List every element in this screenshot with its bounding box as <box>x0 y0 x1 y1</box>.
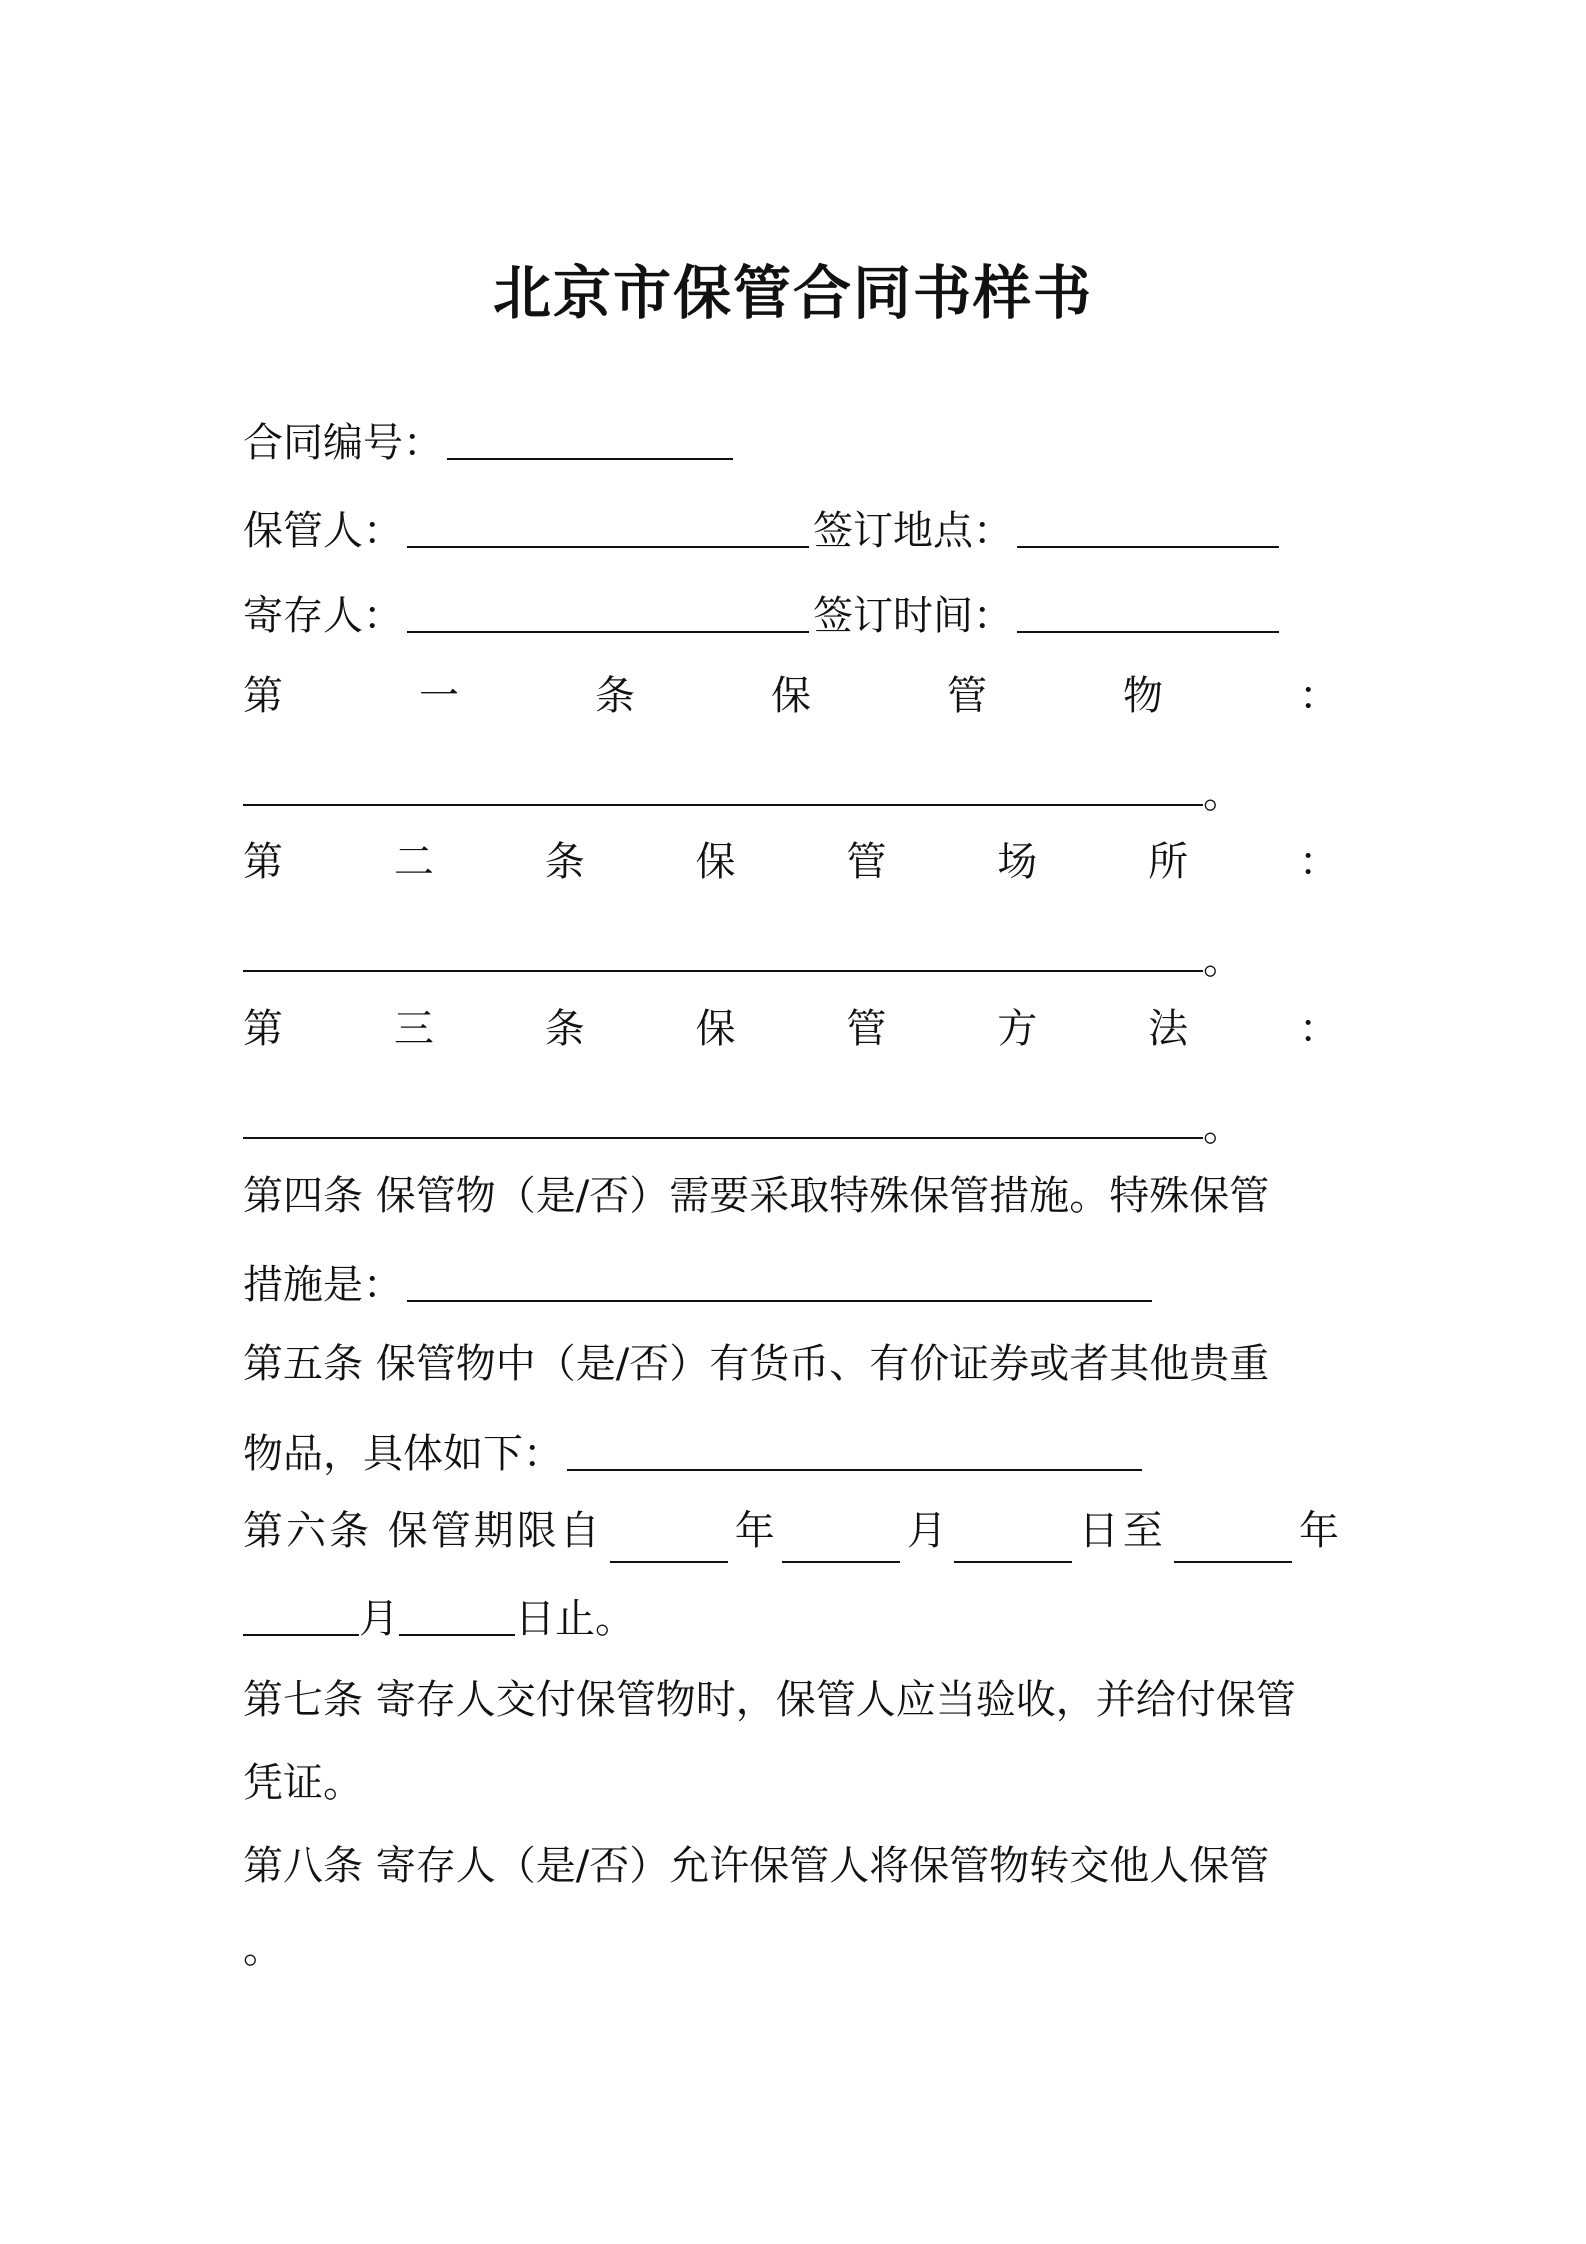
article-2-char: 保 <box>695 839 736 885</box>
article-2-char: 条 <box>544 839 585 885</box>
article-3-char: ： <box>1298 1006 1339 1052</box>
article-4-label: 措施是： <box>243 1262 403 1308</box>
article-1-char: 第 <box>243 673 283 719</box>
start-day-blank <box>954 1521 1072 1563</box>
article-2-heading <box>243 834 1339 890</box>
end-day-blank <box>399 1594 515 1636</box>
article-2-blank <box>243 968 1203 972</box>
article-3-char: 三 <box>393 1006 434 1052</box>
article-3-char: 方 <box>997 1006 1038 1052</box>
article-7-line-1: 第七条 寄存人交付保管物时，保管人应当验收，并给付保管 <box>243 1677 1296 1723</box>
end-day-label: 日止。 <box>515 1596 635 1642</box>
article-2-char: 场 <box>997 839 1038 885</box>
article-6-prefix: 第六条 保管期限自 <box>243 1508 603 1554</box>
article-4-blank <box>407 1260 1152 1302</box>
article-7-line-2: 凭证。 <box>243 1760 363 1806</box>
article-8-line-2: 。 <box>243 1926 283 1972</box>
sign-place-label: 签订地点： <box>813 508 1013 554</box>
end-month-blank <box>243 1594 359 1636</box>
article-2-char: 第 <box>243 839 283 885</box>
article-1-char: 条 <box>595 673 635 719</box>
article-3-char: 管 <box>846 1006 887 1052</box>
contract-number-blank <box>447 418 733 460</box>
article-1-char: 一 <box>419 673 459 719</box>
contract-number-line <box>243 414 737 471</box>
sign-time-blank <box>1017 591 1279 633</box>
article-5-line-1: 第五条 保管物中（是/否）有货币、有价证券或者其他贵重 <box>243 1341 1270 1387</box>
article-3-heading <box>243 1001 1339 1057</box>
article-2-char: 二 <box>393 839 434 885</box>
article-5-line-2 <box>243 1425 1146 1482</box>
custodian-blank <box>407 506 809 548</box>
article-3-char: 保 <box>695 1006 736 1052</box>
article-6-line-2 <box>243 1590 635 1647</box>
article-1-period: 。 <box>1203 771 1243 817</box>
start-year-label: 年 <box>734 1508 775 1554</box>
article-2-char: ： <box>1298 839 1339 885</box>
start-year-blank <box>610 1521 728 1563</box>
end-year-blank <box>1174 1521 1292 1563</box>
start-month-label: 月 <box>906 1508 947 1554</box>
custodian-label: 保管人： <box>243 508 403 554</box>
article-3-char: 法 <box>1148 1006 1189 1052</box>
article-3-blank <box>243 1135 1203 1139</box>
article-4-line-1: 第四条 保管物（是/否）需要采取特殊保管措施。特殊保管 <box>243 1173 1270 1219</box>
end-month-label: 月 <box>359 1596 399 1642</box>
start-month-blank <box>782 1521 900 1563</box>
article-1-char: 管 <box>947 673 987 719</box>
contract-number-label: 合同编号： <box>243 420 443 466</box>
article-5-blank <box>567 1429 1142 1471</box>
sign-place-blank <box>1017 506 1279 548</box>
article-1-blank <box>243 802 1203 806</box>
article-3-char: 第 <box>243 1006 283 1052</box>
article-1-char: 保 <box>771 673 811 719</box>
article-1-heading <box>243 668 1339 724</box>
end-year-label: 年 <box>1298 1508 1339 1554</box>
article-3-period: 。 <box>1203 1104 1243 1150</box>
article-2-char: 所 <box>1148 839 1189 885</box>
depositor-blank <box>407 591 809 633</box>
article-8-line-1: 第八条 寄存人（是/否）允许保管人将保管物转交他人保管 <box>243 1843 1270 1889</box>
custodian-line <box>243 502 1283 559</box>
depositor-line <box>243 587 1283 644</box>
article-2-char: 管 <box>846 839 887 885</box>
sign-time-label: 签订时间： <box>813 593 1013 639</box>
article-5-label: 物品，具体如下： <box>243 1431 563 1477</box>
article-1-char: ： <box>1299 673 1339 719</box>
article-1-char: 物 <box>1123 673 1163 719</box>
article-6-line-1 <box>243 1503 1339 1559</box>
article-3-char: 条 <box>544 1006 585 1052</box>
depositor-label: 寄存人： <box>243 593 403 639</box>
article-2-period: 。 <box>1203 937 1243 983</box>
document-title: 北京市保管合同书样书 <box>492 259 1093 327</box>
day-to-label: 日至 <box>1078 1508 1167 1554</box>
article-4-line-2 <box>243 1256 1156 1313</box>
